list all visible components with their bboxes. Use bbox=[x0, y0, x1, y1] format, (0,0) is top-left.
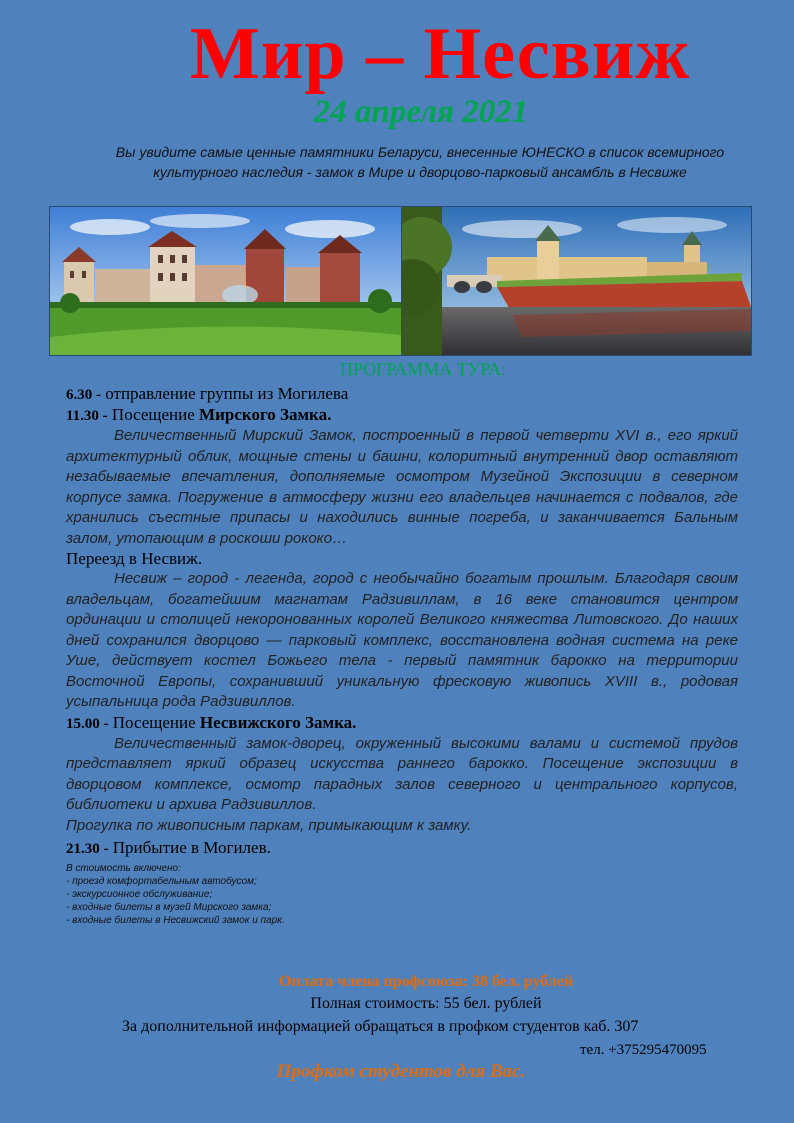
page-title: Мир – Несвиж bbox=[189, 13, 691, 95]
item-text: Посещение bbox=[111, 405, 195, 424]
program-item: Переезд в Несвиж. bbox=[66, 549, 203, 568]
included-item: - экскурсионное обслуживание; bbox=[66, 889, 213, 900]
park-walk-text: Прогулка по живописным паркам, примыкающим к замку. bbox=[66, 816, 472, 834]
program-title: ПРОГРАММА ТУРА: bbox=[339, 359, 507, 379]
program-item bbox=[66, 384, 738, 405]
nesvizh-castle-photo bbox=[401, 206, 752, 356]
time-label: 6.30 - bbox=[66, 387, 101, 403]
intro-text: Вы увидите самые ценные памятники Беларуси, внесенные ЮНЕСКО в список всемирного культурного наследия - замок в Мире и дворцово-парковый ансамбль в Несвиже bbox=[115, 144, 725, 180]
program-item bbox=[66, 405, 738, 426]
item-text: отправление группы из Могилева bbox=[105, 384, 349, 403]
time-label: 21.30 - bbox=[66, 841, 109, 857]
included-heading: В стоимость включено: bbox=[66, 863, 181, 874]
mir-description: Величественный Мирский Замок, построенный в первой четверти XVI в., его яркий архитектурный облик, мощные стены и башни, колоритный внутренний двор оставляют незабываемые впечатления, дополняемые осмотром Музейной Экспозиции в северном корпусе замка. Погружение в атмосферу жизни его владельцев начинается с подвалов, где хранились съестные припасы и находились винные погреба, и заканчивается Бальным залом, утопающим в роскоши рококо… bbox=[66, 427, 738, 547]
program-item bbox=[66, 838, 738, 859]
included-item: - входные билеты в Несвижский замок и парк. bbox=[66, 915, 285, 926]
program-item bbox=[66, 713, 738, 734]
time-label: 15.00 - bbox=[66, 715, 109, 732]
item-text: Посещение bbox=[112, 712, 196, 732]
mir-castle-photo bbox=[49, 206, 402, 356]
contact-info: За дополнительной информацией обращаться в профком студентов каб. 307 bbox=[122, 1018, 639, 1035]
item-text: Прибытие в Могилев. bbox=[112, 838, 271, 857]
contact-phone: тел. +375295470095 bbox=[580, 1042, 707, 1058]
nesvizh-castle-description: Величественный замок-дворец, окруженный высокими валами и системой прудов представляет яркий образец искусства раннего барокко. Посещение экспозиции в дворцовом комплексе, осмотр парадных залов северного и центрального корпусов, библиотеки и архива Радзивиллов. bbox=[66, 734, 738, 813]
included-item: - проезд комфортабельным автобусом; bbox=[66, 876, 257, 887]
included-list bbox=[66, 862, 738, 927]
program-content bbox=[66, 384, 738, 927]
nesvizh-description: Несвиж – город - легенда, город с необычайно богатым прошлым. Благодаря своим владельцам, богатейшим магнатам Радзивиллам, в 16 веке становится центром ординации и столицей некоронованных королей Великого княжества Литовского. До наших дней сохранился дворцово — парковый комплекс, восстановлена водная система на реке Уше, действует костел Божьего тела - первый памятник барокко на территории Восточной Европы, сохранивший уникальную фресковую живопись XVIII в., родовая усыпальница рода Радзивиллов. bbox=[66, 570, 738, 710]
tour-date: 24 апреля 2021 bbox=[313, 94, 529, 130]
member-price: Оплата члена профсоюза: 38 бел. рублей bbox=[278, 973, 574, 990]
footer-text: Профком студентов для Вас. bbox=[276, 1061, 526, 1082]
item-bold-text: Несвижского Замка. bbox=[199, 712, 357, 732]
time-label: 11.30 - bbox=[66, 408, 108, 424]
full-price: Полная стоимость: 55 бел. рублей bbox=[310, 995, 542, 1012]
included-item: - входные билеты в музей Мирского замка; bbox=[66, 902, 272, 913]
item-bold-text: Мирского Замка. bbox=[199, 405, 332, 424]
